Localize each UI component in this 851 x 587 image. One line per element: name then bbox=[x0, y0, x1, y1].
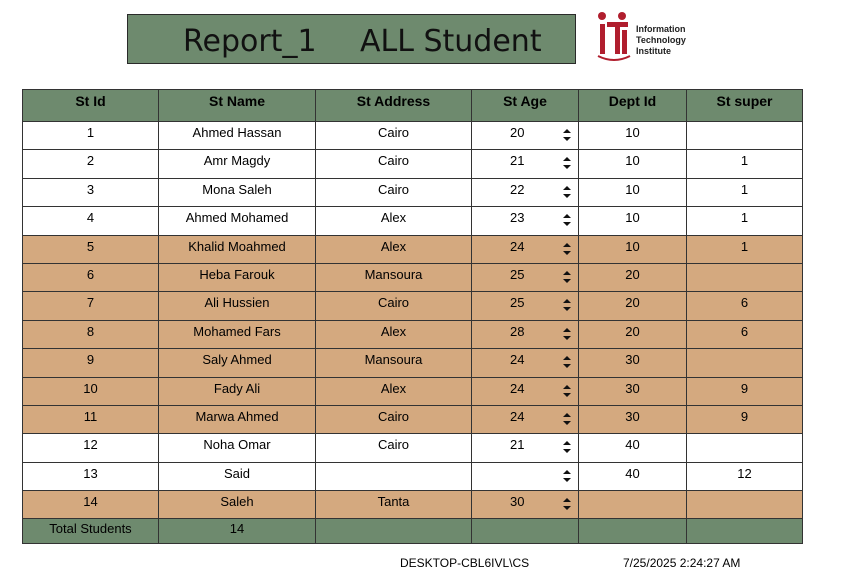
st-address-cell: Cairo bbox=[316, 405, 472, 433]
st-name-cell: Ahmed Hassan bbox=[159, 122, 316, 150]
dept-id-cell: 30 bbox=[579, 405, 687, 433]
st-name-cell: Mona Saleh bbox=[159, 178, 316, 206]
logo-line-1: Information bbox=[636, 24, 686, 34]
header-st-age[interactable]: St Age bbox=[472, 90, 579, 122]
st-id-cell: 14 bbox=[23, 491, 159, 519]
st-super-cell: 6 bbox=[687, 320, 803, 348]
st-age-value: 24 bbox=[510, 352, 525, 368]
st-super-cell: 6 bbox=[687, 292, 803, 320]
spinner-arrows-icon[interactable] bbox=[563, 470, 571, 482]
st-age-value: 20 bbox=[510, 125, 525, 140]
st-address-cell: Cairo bbox=[316, 150, 472, 178]
st-id-cell: 13 bbox=[23, 462, 159, 490]
report-title: Report_1 bbox=[183, 24, 317, 59]
header-st-name[interactable]: St Name bbox=[159, 90, 316, 122]
st-address-cell: Cairo bbox=[316, 434, 472, 462]
st-address-cell: Cairo bbox=[316, 122, 472, 150]
students-table bbox=[22, 89, 803, 544]
spinner-arrows-icon[interactable] bbox=[563, 129, 571, 141]
st-age-value: 21 bbox=[510, 437, 525, 453]
st-address-cell: Alex bbox=[316, 207, 472, 235]
st-id-cell: 4 bbox=[23, 207, 159, 235]
dept-id-cell: 30 bbox=[579, 377, 687, 405]
dept-id-cell: 10 bbox=[579, 122, 687, 150]
total-label: Total Students bbox=[23, 519, 159, 544]
table-row bbox=[23, 292, 803, 320]
table-row bbox=[23, 207, 803, 235]
st-name-cell: Mohamed Fars bbox=[159, 320, 316, 348]
st-age-value: 22 bbox=[510, 181, 525, 197]
dept-id-cell: 20 bbox=[579, 292, 687, 320]
st-name-cell: Khalid Moahmed bbox=[159, 235, 316, 263]
table-row bbox=[23, 122, 803, 150]
header-dept-id[interactable]: Dept Id bbox=[579, 90, 687, 122]
st-age-stepper[interactable] bbox=[472, 122, 579, 150]
header-st-super[interactable]: St super bbox=[687, 90, 803, 122]
st-id-cell: 3 bbox=[23, 178, 159, 206]
spinner-arrows-icon[interactable] bbox=[563, 271, 571, 283]
st-age-stepper[interactable] bbox=[472, 178, 579, 206]
table-row bbox=[23, 462, 803, 490]
st-super-cell bbox=[687, 263, 803, 291]
st-age-stepper[interactable] bbox=[472, 377, 579, 405]
st-super-cell bbox=[687, 491, 803, 519]
logo-line-2: Technology bbox=[636, 35, 686, 45]
st-age-stepper[interactable] bbox=[472, 349, 579, 377]
st-super-cell: 1 bbox=[687, 178, 803, 206]
dept-id-cell: 10 bbox=[579, 150, 687, 178]
st-address-cell: Alex bbox=[316, 235, 472, 263]
table-header-row bbox=[23, 90, 803, 122]
dept-id-cell bbox=[579, 491, 687, 519]
logo-line-3: Institute bbox=[636, 46, 671, 56]
table-row bbox=[23, 377, 803, 405]
st-age-value: 24 bbox=[510, 380, 525, 396]
table-row bbox=[23, 349, 803, 377]
footer-machine-name: DESKTOP-CBL6IVL\CS bbox=[400, 556, 530, 570]
st-age-stepper[interactable] bbox=[472, 405, 579, 433]
report-subtitle: ALL Student bbox=[360, 24, 542, 59]
st-name-cell: Said bbox=[159, 462, 316, 490]
table-row bbox=[23, 150, 803, 178]
total-value: 14 bbox=[159, 519, 316, 544]
iti-logo bbox=[596, 10, 696, 66]
header-st-id[interactable]: St Id bbox=[23, 90, 159, 122]
table-row bbox=[23, 320, 803, 348]
st-name-cell: Ahmed Mohamed bbox=[159, 207, 316, 235]
table-row bbox=[23, 178, 803, 206]
table-row bbox=[23, 434, 803, 462]
dept-id-cell: 10 bbox=[579, 178, 687, 206]
st-id-cell: 11 bbox=[23, 405, 159, 433]
st-id-cell: 9 bbox=[23, 349, 159, 377]
st-name-cell: Noha Omar bbox=[159, 434, 316, 462]
st-age-stepper[interactable] bbox=[472, 434, 579, 462]
st-age-stepper[interactable] bbox=[472, 292, 579, 320]
st-id-cell: 5 bbox=[23, 235, 159, 263]
st-name-cell: Marwa Ahmed bbox=[159, 405, 316, 433]
footer-timestamp: 7/25/2025 2:24:27 AM bbox=[623, 556, 741, 570]
spinner-arrows-icon[interactable] bbox=[563, 385, 571, 397]
st-id-cell: 7 bbox=[23, 292, 159, 320]
spinner-arrows-icon[interactable] bbox=[563, 243, 571, 255]
st-address-cell: Mansoura bbox=[316, 263, 472, 291]
spinner-arrows-icon[interactable] bbox=[563, 328, 571, 340]
st-name-cell: Saly Ahmed bbox=[159, 349, 316, 377]
spinner-arrows-icon[interactable] bbox=[563, 186, 571, 198]
st-id-cell: 10 bbox=[23, 377, 159, 405]
st-age-value: 21 bbox=[510, 153, 525, 169]
st-address-cell: Alex bbox=[316, 377, 472, 405]
table-row bbox=[23, 405, 803, 433]
st-address-cell bbox=[316, 462, 472, 490]
st-super-cell: 1 bbox=[687, 150, 803, 178]
st-age-stepper[interactable] bbox=[472, 235, 579, 263]
spinner-arrows-icon[interactable] bbox=[563, 157, 571, 169]
st-name-cell: Heba Farouk bbox=[159, 263, 316, 291]
st-address-cell: Cairo bbox=[316, 292, 472, 320]
st-age-stepper[interactable] bbox=[472, 263, 579, 291]
st-name-cell: Fady Ali bbox=[159, 377, 316, 405]
st-age-stepper[interactable] bbox=[472, 150, 579, 178]
st-id-cell: 12 bbox=[23, 434, 159, 462]
table-row bbox=[23, 491, 803, 519]
iti-logo-icon bbox=[596, 10, 632, 62]
dept-id-cell: 20 bbox=[579, 320, 687, 348]
st-super-cell bbox=[687, 122, 803, 150]
st-address-cell: Alex bbox=[316, 320, 472, 348]
st-name-cell: Ali Hussien bbox=[159, 292, 316, 320]
spinner-arrows-icon[interactable] bbox=[563, 441, 571, 453]
table-row bbox=[23, 235, 803, 263]
st-id-cell: 6 bbox=[23, 263, 159, 291]
report-title-box bbox=[127, 14, 576, 64]
st-age-stepper[interactable] bbox=[472, 491, 579, 519]
st-super-cell bbox=[687, 349, 803, 377]
spinner-arrows-icon[interactable] bbox=[563, 299, 571, 311]
st-super-cell: 1 bbox=[687, 235, 803, 263]
spinner-arrows-icon[interactable] bbox=[563, 498, 571, 510]
st-id-cell: 2 bbox=[23, 150, 159, 178]
st-name-cell: Saleh bbox=[159, 491, 316, 519]
table-row bbox=[23, 263, 803, 291]
st-super-cell: 9 bbox=[687, 405, 803, 433]
spinner-arrows-icon[interactable] bbox=[563, 413, 571, 425]
st-super-cell: 9 bbox=[687, 377, 803, 405]
dept-id-cell: 40 bbox=[579, 434, 687, 462]
dept-id-cell: 40 bbox=[579, 462, 687, 490]
st-age-stepper[interactable] bbox=[472, 462, 579, 490]
header-st-address[interactable]: St Address bbox=[316, 90, 472, 122]
st-age-value: 24 bbox=[510, 238, 525, 254]
st-age-value: 24 bbox=[510, 408, 525, 424]
st-address-cell: Cairo bbox=[316, 178, 472, 206]
total-row bbox=[23, 519, 803, 544]
dept-id-cell: 10 bbox=[579, 207, 687, 235]
st-age-stepper[interactable] bbox=[472, 207, 579, 235]
st-super-cell bbox=[687, 434, 803, 462]
dept-id-cell: 10 bbox=[579, 235, 687, 263]
spinner-arrows-icon[interactable] bbox=[563, 214, 571, 226]
st-id-cell: 8 bbox=[23, 320, 159, 348]
st-super-cell: 1 bbox=[687, 207, 803, 235]
dept-id-cell: 20 bbox=[579, 263, 687, 291]
st-id-cell: 1 bbox=[23, 122, 159, 150]
dept-id-cell: 30 bbox=[579, 349, 687, 377]
st-address-cell: Mansoura bbox=[316, 349, 472, 377]
st-address-cell: Tanta bbox=[316, 491, 472, 519]
st-age-value: 28 bbox=[510, 323, 525, 339]
st-age-value: 25 bbox=[510, 295, 525, 311]
st-age-value: 30 bbox=[510, 494, 525, 510]
st-age-value: 23 bbox=[510, 210, 525, 226]
st-age-stepper[interactable] bbox=[472, 320, 579, 348]
st-name-cell: Amr Magdy bbox=[159, 150, 316, 178]
st-age-value: 25 bbox=[510, 266, 525, 282]
spinner-arrows-icon[interactable] bbox=[563, 356, 571, 368]
st-super-cell: 12 bbox=[687, 462, 803, 490]
